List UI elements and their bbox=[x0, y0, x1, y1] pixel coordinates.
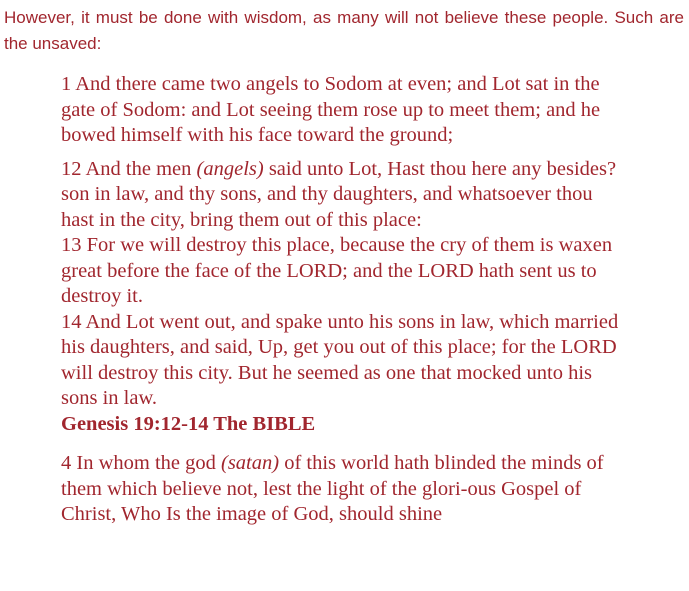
verse-12-text-end: said unto Lot, Hast thou here any besides? son in law, and thy sons, and thy daughters, and whatsoever thou hast in the city, bring them out of this place: bbox=[61, 157, 617, 231]
verse-12-italic-note: (angels) bbox=[196, 157, 264, 180]
scripture-reference: Genesis 19:12-14 The BIBLE bbox=[61, 412, 316, 435]
verse-genesis-19-1: 1 And there came two angels to Sodom at even; and Lot sat in the gate of Sodom: and Lot seeing them rose up to meet them; and he bowed himself with his face toward the ground; bbox=[61, 73, 601, 146]
verse-2-corinthians-4-4 bbox=[61, 451, 621, 528]
intro-paragraph: However, it must be done with wisdom, as many will not believe these people. Such are the unsaved: bbox=[4, 8, 684, 53]
verse-4-italic-note: (satan) bbox=[221, 452, 280, 474]
verse-4-text-start: 4 In whom the god bbox=[61, 452, 221, 474]
verse-genesis-19-12 bbox=[61, 157, 621, 234]
verse-genesis-19-13: 13 For we will destroy this place, because the cry of them is waxen great before the face of the LORD; and the LORD hath sent us to destroy it. bbox=[61, 234, 613, 307]
verse-genesis-19-14: 14 And Lot went out, and spake unto his sons in law, which married his daughters, and said, Up, get you out of this place; for the LORD will destroy this city. But he seemed as one that mocked unto his sons in law. bbox=[61, 310, 619, 409]
scripture-quote bbox=[61, 72, 621, 528]
verse-4-text-end: of this world hath blinded the minds of them which believe not, lest the light of the glori-ous Gospel of Christ, Who Is the image of God, should shine bbox=[61, 452, 604, 525]
verse-12-text-start: 12 And the men bbox=[61, 157, 197, 180]
